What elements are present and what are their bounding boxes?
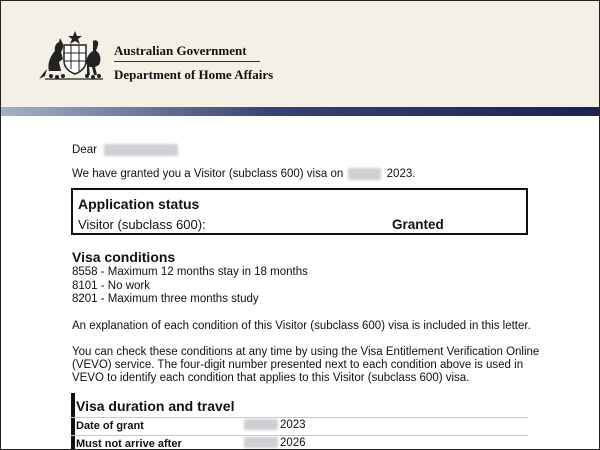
greeting-text: Dear <box>72 144 97 157</box>
vevo-paragraph-line: VEVO to identify each condition that applies to this Visitor (subclass 600) visa. <box>72 372 470 384</box>
greeting-line <box>72 144 178 156</box>
government-title: Australian Government <box>114 43 247 58</box>
department-name: Department of Home Affairs <box>114 67 274 82</box>
letterhead <box>1 1 599 107</box>
grant-year: 2023 <box>280 419 306 431</box>
application-status-heading: Application status <box>78 196 200 212</box>
coat-of-arms-icon <box>39 29 109 81</box>
grant-line-year: 2023. <box>386 168 416 181</box>
redacted-date <box>244 437 278 448</box>
row-value <box>244 419 306 431</box>
visa-duration-table <box>71 393 528 450</box>
row-value <box>244 437 306 449</box>
status-badge: Granted <box>392 217 444 232</box>
header-band <box>1 107 599 116</box>
condition-item: 8101 - No work <box>72 280 150 292</box>
row-label: Date of grant <box>76 420 144 432</box>
vevo-paragraph-line: (VEVO) service. The four-digit number presented next to each condition above is used in <box>72 359 524 371</box>
application-status-box <box>71 188 528 235</box>
grant-line <box>72 168 415 180</box>
visa-conditions-heading: Visa conditions <box>72 249 176 265</box>
title-divider <box>114 61 260 62</box>
visa-duration-heading: Visa duration and travel <box>76 398 235 414</box>
table-row <box>71 435 528 450</box>
arrival-deadline-year: 2026 <box>280 437 306 449</box>
condition-item: 8201 - Maximum three months study <box>72 293 259 305</box>
redacted-grant-date <box>348 168 381 180</box>
condition-item: 8558 - Maximum 12 months stay in 18 months <box>72 266 308 278</box>
row-label: Must not arrive after <box>76 438 182 450</box>
redacted-date <box>244 419 278 430</box>
table-row <box>71 417 528 435</box>
visa-type-label: Visitor (subclass 600): <box>78 217 206 232</box>
redacted-name <box>104 144 178 156</box>
vevo-paragraph-line: You can check these conditions at any time by using the Visa Entitlement Verification Online <box>72 346 540 358</box>
conditions-explanation: An explanation of each condition of this Visitor (subclass 600) visa is included in this letter. <box>72 320 531 332</box>
grant-line-text: We have granted you a Visitor (subclass 600) visa on <box>72 168 344 181</box>
